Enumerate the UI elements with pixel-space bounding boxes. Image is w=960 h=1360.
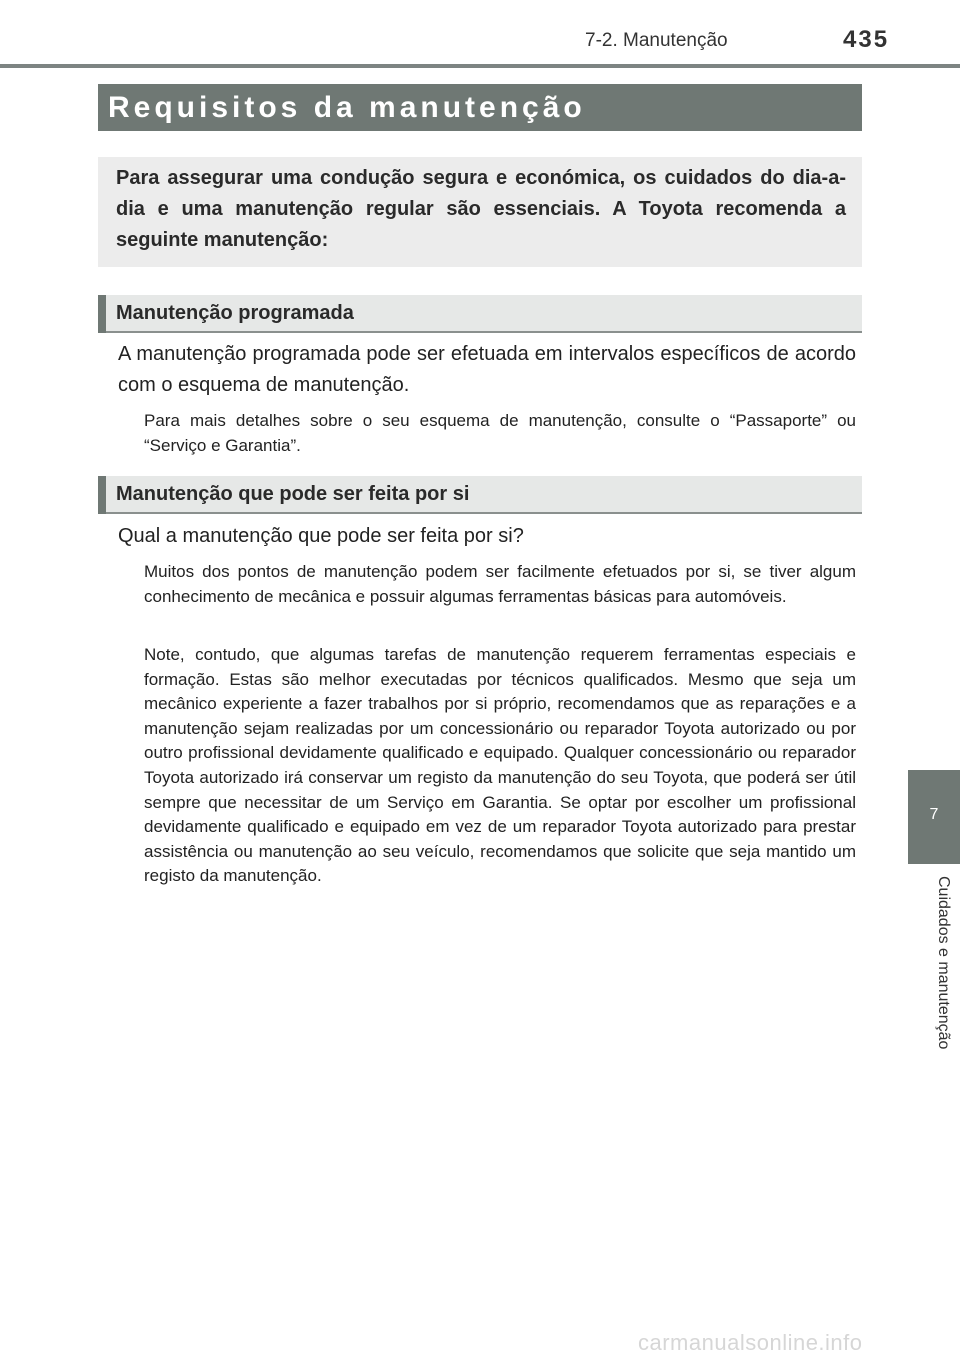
- body-paragraph: Note, contudo, que algumas tarefas de manutenção requerem ferramentas especiais e formação. Estas são melhor executadas por técnicos qualificados. Mesmo que seja um mecânico experiente a fazer trabalhos por si próprio, recomendamos que as reparações e a manutenção sejam realizadas por um concessionário ou reparador Toyota autorizado ou por outro profissional devidamente qualificado e equipado. Qualquer concessionário ou reparador Toyota autorizado irá conservar um registo da manutenção do seu Toyota, que poderá ser útil sempre que necessitar de um Serviço em Garantia. Se optar por escolher um profissional devidamente qualificado e equipado em vez de um reparador Toyota autorizado para prestar assistência ou manutenção ao seu veículo, recomendamos que solicite que seja mantido um registo da manutenção.: [144, 645, 856, 886]
- header-rule: [0, 64, 960, 68]
- section-accent: [98, 476, 106, 514]
- section-heading: Manutenção que pode ser feita por si: [116, 483, 470, 505]
- section-lead: Qual a manutenção que pode ser feita por si?: [118, 525, 524, 547]
- section-accent: [98, 295, 106, 333]
- section-header-scheduled-maintenance: [98, 295, 862, 333]
- chapter-side-label: Cuidados e manutenção: [935, 876, 952, 1050]
- section-heading: Manutenção programada: [116, 302, 354, 324]
- intro-box: [98, 157, 862, 267]
- chapter-number: 7: [929, 806, 939, 823]
- section-header-diy-maintenance: [98, 476, 862, 514]
- header-section-label: 7-2. Manutenção: [585, 30, 728, 51]
- page-title: Requisitos da manutenção: [108, 91, 586, 124]
- page-number: 435: [843, 26, 890, 53]
- intro-text: Para assegurar uma condução segura e económica, os cuidados do dia-a-dia e uma manutenção regular são essenciais. A Toyota recomenda a seguinte manutenção:: [116, 167, 846, 251]
- body-paragraph: Para mais detalhes sobre o seu esquema de manutenção, consulte o “Passaporte” ou “Serviço e Garantia”.: [144, 411, 856, 455]
- section-lead: A manutenção programada pode ser efetuada em intervalos específicos de acordo com o esquema de manutenção.: [118, 343, 856, 396]
- watermark: carmanualsonline.info: [638, 1330, 863, 1355]
- chapter-side-tab: [908, 770, 960, 864]
- main-title-bar: [98, 84, 862, 131]
- body-paragraph: Muitos dos pontos de manutenção podem ser facilmente efetuados por si, se tiver algum conhecimento de mecânica e possuir algumas ferramentas básicas para automóveis.: [144, 562, 856, 606]
